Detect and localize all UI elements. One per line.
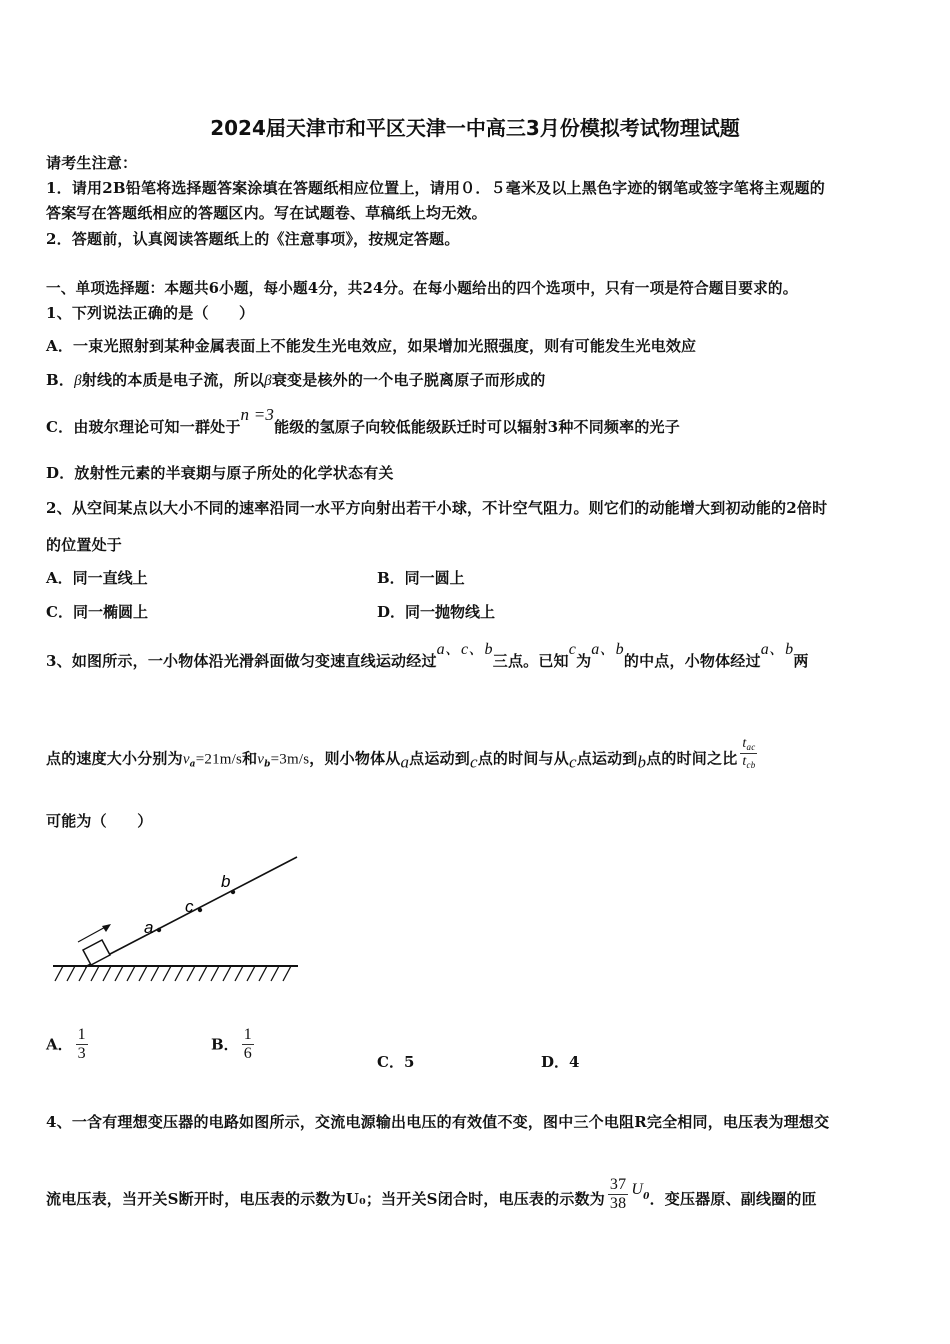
q3-point-c: c xyxy=(568,641,577,658)
q3-option-d: D．4 xyxy=(541,1053,580,1071)
q3-option-b xyxy=(211,1026,257,1062)
q1-b-label: B． xyxy=(46,371,75,389)
section-1-heading: 一、单项选择题：本题共6小题，每小题4分，共24分。在每小题给出的四个选项中，只有一项是符合题目要求的。 xyxy=(46,280,798,297)
q3-point-b: b xyxy=(637,752,647,772)
q3-b-fraction xyxy=(242,1026,254,1062)
q1-stem: 1、下列说法正确的是（ ） xyxy=(46,304,255,322)
q3-text-7: ，则小物体从 xyxy=(309,749,401,768)
page-title: 2024届天津市和平区天津一中高三3月份模拟考试物理试题 xyxy=(210,116,740,140)
q1-option-b xyxy=(46,369,545,390)
q3-text-and: 和 xyxy=(242,749,258,768)
q1-option-a: A．一束光照射到某种金属表面上不能发生光电效应，如果增加光照强度，则有可能发生光电效应 xyxy=(46,337,697,355)
q1-b-end: 衰变是核外的一个电子脱离原子而形成的 xyxy=(271,371,546,389)
q3-text-5: 两 xyxy=(793,652,809,670)
q3-t-den: t xyxy=(742,753,747,769)
q3-text-10: 点运动到 xyxy=(576,749,638,768)
q4-u-sub: 0 xyxy=(643,1192,650,1203)
notice-item-2: 2．答题前，认真阅读答题纸上的《注意事项》，按规定答题。 xyxy=(46,230,460,248)
q3-stem-line3: 可能为（ ） xyxy=(46,812,153,830)
q2-option-c: C．同一椭圆上 xyxy=(46,603,148,621)
q4-text-1: 流电压表，当开关S断开时，电压表的示数为U₀；当开关S闭合时，电压表的示数为 xyxy=(46,1190,605,1209)
q3-text-6: 点的速度大小分别为 xyxy=(46,749,183,768)
q1-c-math: n =3 xyxy=(240,405,275,424)
q4-stem-line2 xyxy=(46,1176,817,1218)
q4-u: U xyxy=(631,1181,644,1199)
q3-t-num: t xyxy=(742,736,747,751)
ground-hatching xyxy=(55,966,291,981)
q3-b-num: 1 xyxy=(243,1026,252,1043)
q3-a-den: 3 xyxy=(77,1044,86,1062)
q3-a-fraction xyxy=(76,1026,88,1062)
block-shape xyxy=(83,940,110,965)
q3-t-num-sub: ac xyxy=(746,742,756,752)
q3-point-c-2: c xyxy=(469,752,478,772)
q1-b-beta-2: β xyxy=(264,373,272,389)
notice-heading: 请考生注意： xyxy=(46,154,138,172)
q3-points-ab: a、b xyxy=(591,641,624,658)
point-c-dot xyxy=(198,908,202,912)
q3-points-ab-2: a、b xyxy=(760,641,794,658)
q3-b-label: B． xyxy=(211,1035,239,1054)
q4-frac-den: 38 xyxy=(609,1194,627,1212)
q3-incline-figure xyxy=(45,850,305,990)
q2-stem-line1: 2、从空间某点以大小不同的速率沿同一水平方向射出若干小球，不计空气阻力。则它们的动能增大到初动能的2倍时 xyxy=(46,499,828,517)
q3-points-acb: a、c、b xyxy=(436,641,493,658)
point-b-dot xyxy=(231,890,235,894)
q3-va-sub: a xyxy=(189,759,196,770)
q3-option-a xyxy=(46,1026,91,1062)
q3-text-3: 为 xyxy=(576,652,592,670)
point-a-label: a xyxy=(144,918,154,937)
q4-stem-line1: 4、一含有理想变压器的电路如图所示，交流电源输出电压的有效值不变，图中三个电阻R完全相同，电压表为理想交 xyxy=(46,1113,830,1131)
q3-vb-sub: b xyxy=(264,759,271,770)
q3-b-den: 6 xyxy=(243,1044,252,1062)
q3-text-9: 点的时间与从 xyxy=(477,749,569,768)
q3-text-4: 的中点，小物体经过 xyxy=(623,652,761,670)
q3-stem-line2 xyxy=(46,736,760,777)
q2-option-b: B．同一圆上 xyxy=(377,569,465,587)
point-b-label: b xyxy=(221,872,231,891)
q1-b-mid: 射线的本质是电子流，所以 xyxy=(81,371,265,389)
q3-text-11: 点的时间之比 xyxy=(646,749,738,768)
q3-va-value: =21m/s xyxy=(195,751,243,768)
q1-option-d: D．放射性元素的半衰期与原子所处的化学状态有关 xyxy=(46,464,394,482)
q3-a-num: 1 xyxy=(77,1026,86,1043)
notice-item-1-cont: 答案写在答题纸相应的答题区内。写在试题卷、草稿纸上均无效。 xyxy=(46,204,487,222)
q3-point-a: a xyxy=(400,752,410,772)
q3-a-label: A． xyxy=(46,1035,73,1054)
q4-text-2: ．变压器原、副线圈的匝 xyxy=(649,1190,817,1209)
velocity-arrow-head xyxy=(102,924,111,932)
q2-option-d: D．同一抛物线上 xyxy=(377,603,496,621)
q1-c-pre: C．由玻尔理论可知一群处于 xyxy=(46,418,241,436)
q3-t-den-sub: cb xyxy=(746,759,756,770)
q1-option-c xyxy=(46,405,680,437)
point-c-label: c xyxy=(185,897,194,916)
q4-fraction xyxy=(608,1176,628,1212)
notice-item-1: 1．请用2B铅笔将选择题答案涂填在答题纸相应位置上，请用０．５毫米及以上黑色字迹的钢笔或签字笔将主观题的 xyxy=(46,179,825,197)
q1-c-end: 能级的氢原子向较低能级跃迁时可以辐射3种不同频率的光子 xyxy=(274,418,680,436)
q3-text-8: 点运动到 xyxy=(409,749,470,768)
q3-text-1: 3、如图所示，一小物体沿光滑斜面做匀变速直线运动经过 xyxy=(46,652,437,670)
q4-frac-num: 37 xyxy=(609,1176,627,1193)
q3-text-2: 三点。已知 xyxy=(492,652,569,670)
q2-stem-line2: 的位置处于 xyxy=(46,536,123,554)
point-a-dot xyxy=(157,928,161,932)
q1-b-beta: β xyxy=(74,373,82,389)
q3-point-c-3: c xyxy=(568,752,577,772)
q3-va: v xyxy=(182,751,190,768)
q3-stem-line1 xyxy=(46,641,809,671)
q3-time-ratio xyxy=(740,736,757,771)
q3-option-c: C．5 xyxy=(377,1053,415,1071)
q3-vb-value: =3m/s xyxy=(270,751,310,768)
q2-option-a: A．同一直线上 xyxy=(46,569,148,587)
q3-vb: v xyxy=(257,751,265,768)
